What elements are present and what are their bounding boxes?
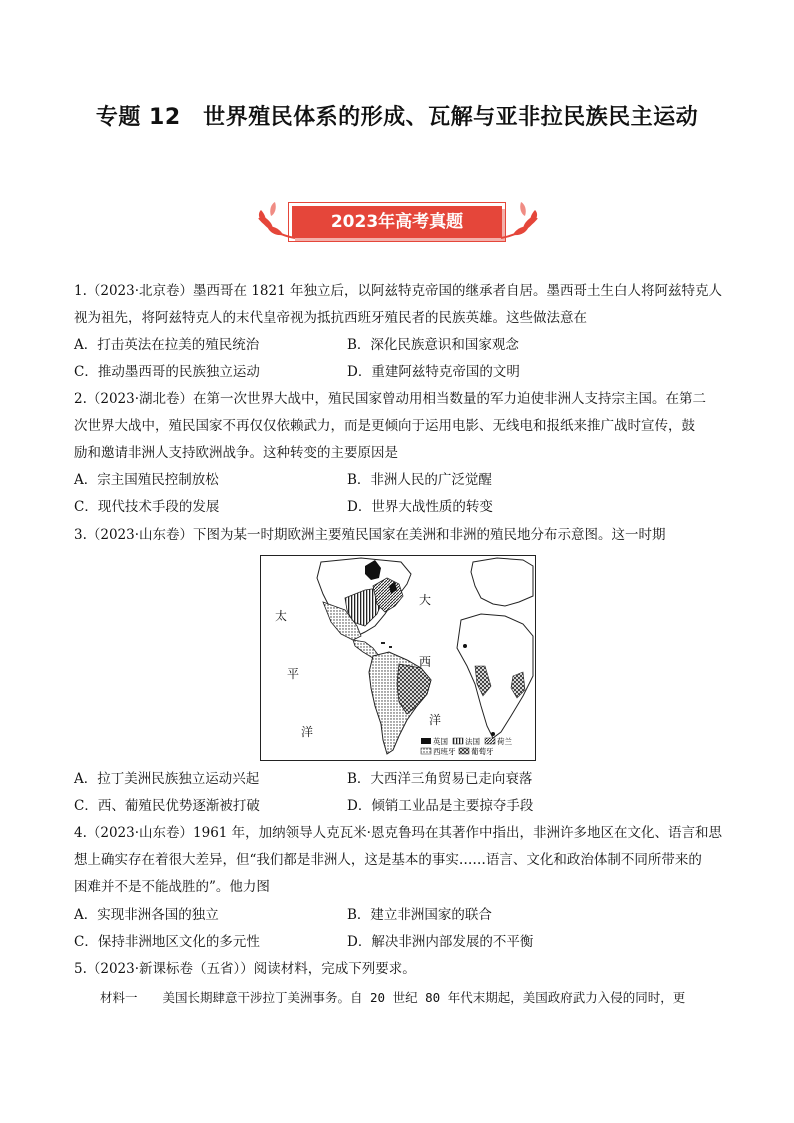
legend-netherlands: 荷兰 <box>497 737 512 746</box>
q1-stem-line2: 视为祖先，将阿兹特克人的末代皇帝视为抵抗西班牙殖民者的民族英雄。这些做法意在 <box>74 310 587 326</box>
q2-option-b: B．非洲人民的广泛觉醒 <box>347 472 492 488</box>
q2-option-d: D．世界大战性质的转变 <box>347 499 493 515</box>
q5-material-1: 材料一 美国长期肆意干涉拉丁美洲事务。自 20 世纪 80 年代末期起，美国政府武力入侵的同时，更 <box>100 990 686 1005</box>
map-label-4: 大 <box>419 593 432 607</box>
legend-france: 法国 <box>465 737 480 746</box>
question-2 <box>74 386 724 467</box>
page-title: 专题 12 世界殖民体系的形成、瓦解与亚非拉民族民主运动 <box>95 105 699 130</box>
question-3 <box>74 522 724 549</box>
legend-spain: 西班牙 <box>433 747 456 756</box>
legend-britain: 英国 <box>433 737 448 746</box>
legend-portugal: 葡萄牙 <box>471 747 494 756</box>
q5-stem-line1: 5.（2023·新课标卷（五省））阅读材料，完成下列要求。 <box>74 961 416 977</box>
q2-option-c: C．现代技术手段的发展 <box>74 499 220 515</box>
q2-stem-line2: 次世界大战中，殖民国家不再仅仅依赖武力，而是更倾向于运用电影、无线电和报纸来推广战时宣传，鼓 <box>74 418 695 434</box>
q2-option-a: A．宗主国殖民控制放松 <box>74 472 219 488</box>
q1-option-a: A．打击英法在拉美的殖民统治 <box>74 337 260 353</box>
right-leaf-icon <box>497 202 541 246</box>
map-drawing <box>261 556 535 760</box>
q1-option-d: D．重建阿兹特克帝国的文明 <box>347 364 520 380</box>
map-label-3: 洋 <box>301 725 314 739</box>
portugal-colony-area <box>397 664 431 714</box>
q3-stem-line1: 3.（2023·山东卷）下图为某一时期欧洲主要殖民国家在美洲和非洲的殖民地分布示意图。这一时期 <box>74 527 666 543</box>
q4-stem-line2: 想上确实存在着很大差异，但“我们都是非洲人，这是基本的事实……语言、文化和政治体制不同所带来的 <box>74 852 702 868</box>
q2-stem-line1: 2.（2023·湖北卷）在第一次世界大战中，殖民国家曾动用相当数量的军力迫使非洲人支持宗主国。在第二 <box>74 391 707 407</box>
q4-stem-line3: 困难并不是不能战胜的”。他力图 <box>74 879 270 895</box>
q4-option-a: A．实现非洲各国的独立 <box>74 907 219 923</box>
q4-option-c: C．保持非洲地区文化的多元性 <box>74 934 260 950</box>
q4-stem-line1: 4.（2023·山东卷）1961 年，加纳领导人克瓦米·恩克鲁玛在其著作中指出，非洲许多地区在文化、语言和思 <box>74 825 722 841</box>
europe-shape <box>471 558 533 606</box>
q3-option-c: C．西、葡殖民优势逐渐被打破 <box>74 798 260 814</box>
colonial-map <box>260 555 536 761</box>
q1-option-c: C．推动墨西哥的民族独立运动 <box>74 364 260 380</box>
question-5 <box>74 956 724 983</box>
map-legend <box>421 736 512 756</box>
q1-stem-line1: 1.（2023·北京卷）墨西哥在 1821 年独立后，以阿兹特克帝国的继承者自居。墨西哥土生白人将阿兹特克人 <box>74 283 722 299</box>
q1-option-b: B．深化民族意识和国家观念 <box>347 337 519 353</box>
map-label-5: 西 <box>419 655 432 669</box>
section-banner <box>255 202 541 246</box>
banner-label: 2023年高考真题 <box>292 206 502 238</box>
map-label-2: 平 <box>287 667 300 681</box>
q3-option-b: B．大西洋三角贸易已走向衰落 <box>347 771 533 787</box>
q2-stem-line3: 励和邀请非洲人支持欧洲战争。这种转变的主要原因是 <box>74 445 398 461</box>
question-4 <box>74 820 724 901</box>
map-label-6: 洋 <box>429 713 442 727</box>
q3-option-d: D．倾销工业品是主要掠夺手段 <box>347 798 534 814</box>
q4-option-b: B．建立非洲国家的联合 <box>347 907 492 923</box>
q3-option-a: A．拉丁美洲民族独立运动兴起 <box>74 771 260 787</box>
map-label-1: 太 <box>275 609 288 623</box>
question-1 <box>74 278 724 332</box>
q4-option-d: D．解决非洲内部发展的不平衡 <box>347 934 534 950</box>
